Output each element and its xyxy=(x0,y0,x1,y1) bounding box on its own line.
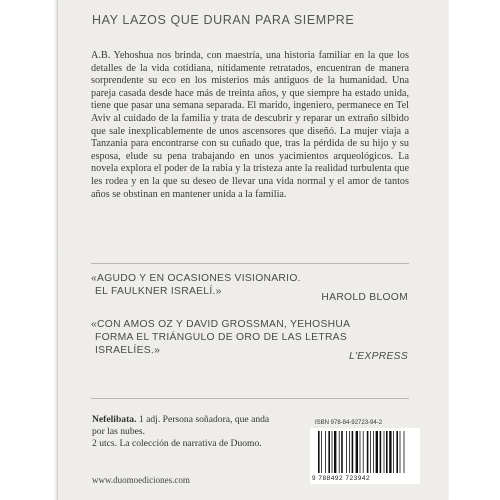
isbn-number: ISBN 978-84-92723-94-2 xyxy=(315,420,383,426)
quote-line: EL FAULKNER ISRAELÍ.» xyxy=(95,286,222,297)
barcode-bar xyxy=(386,431,388,473)
quote-line: ISRAELÍES.» xyxy=(95,345,161,356)
quote-line: «CON AMOS OZ Y DAVID GROSSMAN, YEHOSHUA xyxy=(91,319,351,330)
definition-sense-2: 2 utcs. La colección de narrativa de Duomo. xyxy=(92,438,262,450)
barcode-bar xyxy=(321,431,322,473)
barcode-bar xyxy=(325,431,326,473)
barcode-bar xyxy=(380,431,382,473)
barcode-bar xyxy=(373,431,374,473)
quote-author-lexpress: L'EXPRESS xyxy=(348,351,408,362)
barcode-bar xyxy=(349,431,350,473)
barcode-bar xyxy=(346,431,347,473)
quote-author-bloom: HAROLD BLOOM xyxy=(321,292,408,303)
barcode-bar xyxy=(360,431,361,473)
barcode-bar xyxy=(400,431,401,473)
barcode-bar xyxy=(370,431,371,473)
barcode-bar xyxy=(328,431,330,473)
barcode-bar xyxy=(396,431,398,473)
synopsis-text: A.B. Yehoshua nos brinda, con maestría, una historia familiar en la que los detalles de la vida cotidiana, nítidamente retratados, encuentran de manera sorprendente su eco en los misterios más antiguos de la humanidad. Una pareja casada desde hace más de treinta años, y que siempre ha estado unida, tiene que pasar una semana separada. El marido, ingeniero, permanece en Tel Aviv al cuidado de la familia y trata de descubrir y reparar un extraño silbido que sale inexplicablemente de unos ascensores que diseñó. La mujer viaja a Tanzania para encontrarse con su cuñado que, tras la pérdida de su hijo y su esposa, elude su pena trabajando en unos yacimientos arqueológicos. La novela explora el poder de la rabia y la tristeza ante la realidad turbulenta que les rodea y en la que su deseo de llevar una vida normal y el amor de tantos años se obstinan en mantener unida a la familia. xyxy=(91,50,409,200)
barcode-bar xyxy=(389,431,391,473)
definition-term: Nefelibata. xyxy=(92,414,137,425)
divider-top xyxy=(91,263,409,264)
publisher-website: www.duomoediciones.com xyxy=(92,475,190,485)
barcode-bars xyxy=(316,431,414,475)
definition-sense-1: 1 adj. Persona soñadora, que anda por las nubes. xyxy=(92,414,270,438)
barcode-bar xyxy=(318,431,320,473)
barcode-bar xyxy=(334,431,336,473)
barcode-bar xyxy=(393,431,394,473)
barcode-bar xyxy=(363,431,364,473)
quote-line: «AGUDO Y EN OCASIONES VISIONARIO. xyxy=(91,273,301,284)
barcode-digits: 9 788492 723942 xyxy=(312,475,371,482)
quote-line: FORMA EL TRIÁNGULO DE ORO DE LAS LETRAS xyxy=(95,332,348,343)
barcode-bar xyxy=(376,431,378,473)
barcode-bar xyxy=(332,431,333,473)
divider-bottom xyxy=(91,398,409,399)
barcode-bar xyxy=(339,431,340,473)
barcode-bar xyxy=(341,431,343,473)
barcode-bar xyxy=(352,431,354,473)
barcode-bar xyxy=(356,431,358,473)
collection-definition xyxy=(92,414,282,451)
tagline-heading: HAY LAZOS QUE DURAN PARA SIEMPRE xyxy=(92,13,355,27)
barcode-bar xyxy=(367,431,369,473)
barcode xyxy=(310,428,420,484)
barcode-bar xyxy=(404,431,405,473)
barcode-bar xyxy=(384,431,385,473)
